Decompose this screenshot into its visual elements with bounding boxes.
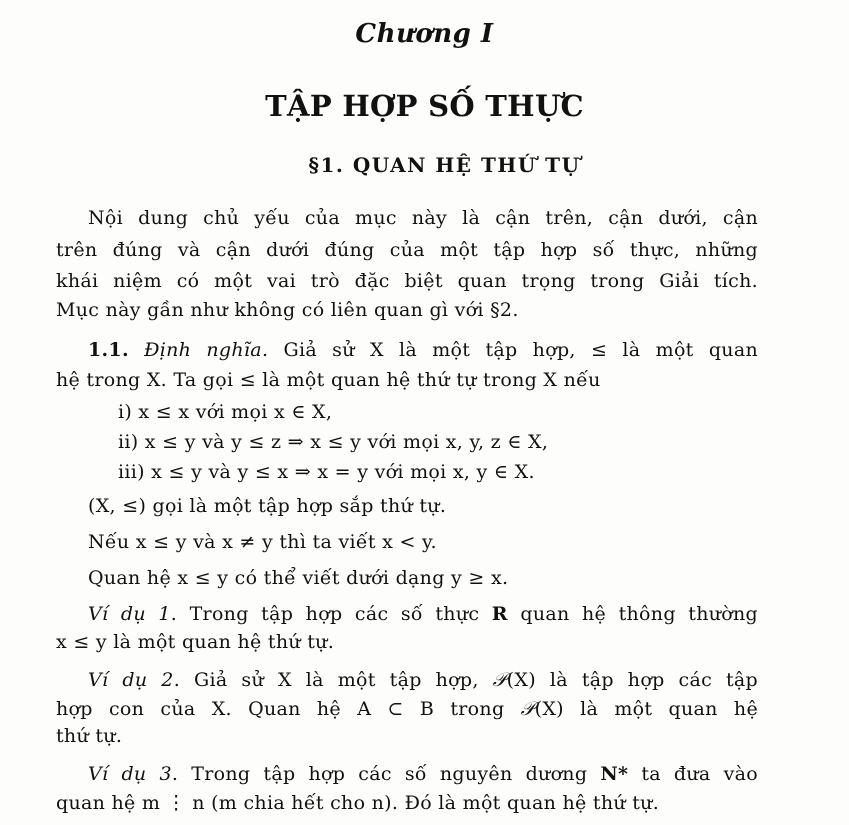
example2-line-2 [56,697,758,721]
example2-text-d: (X) là một quan hệ [534,698,758,720]
example3-line-2: quan hệ m ⋮ n (m chia hết cho n). Đó là một quan hệ thứ tự. [56,792,660,814]
definition-text-1: . Giả sử X là một tập hợp, ≤ là một quan [261,339,758,361]
example2-line-3: thứ tự. [56,725,123,747]
chapter-heading: Chương I [355,19,494,49]
intro-line-4: Mục này gần như không có liên quan gì với §2. [56,299,519,321]
example1-line-1 [88,602,758,626]
example3-label: Ví dụ 3 [88,763,172,785]
intro-line-3: khái niệm có một vai trò đặc biệt quan trọng trong Giải tích. [56,270,758,292]
example3-text-b: ta đưa vào [628,763,759,785]
example2-label: Ví dụ 2 [88,669,174,691]
intro-line-1: Nội dung chủ yếu của mục này là cận trên, cận dưới, cận [88,207,758,229]
statement-reverse-notation: Quan hệ x ≤ y có thể viết dưới dạng y ≥ x. [88,567,509,589]
definition-line-1 [88,338,758,362]
example3-text-a: . Trong tập hợp các số nguyên dương [171,763,601,785]
positive-integers-symbol: N* [600,763,629,785]
condition-ii: ii) x ≤ y và y ≤ z ⇒ x ≤ y với mọi x, y, z ∈ X, [118,431,549,453]
powerset-symbol: 𝒫 [492,669,507,691]
example2-text-a: . Giả sử X là một tập hợp, [173,669,493,691]
example1-label: Ví dụ 1 [88,603,171,625]
condition-iii: iii) x ≤ y và y ≤ x ⇒ x = y với mọi x, y ∈ X. [118,461,535,483]
powerset-symbol-2: 𝒫 [520,698,535,720]
real-numbers-symbol: R [491,603,508,625]
definition-label: Định nghĩa [144,339,262,361]
example3-line-1 [88,762,758,786]
definition-line-2: hệ trong X. Ta gọi ≤ là một quan hệ thứ tự trong X nếu [56,369,601,391]
intro-line-2: trên đúng và cận dưới đúng của một tập hợp số thực, những [56,239,758,261]
condition-i: i) x ≤ x với mọi x ∈ X, [118,401,333,423]
chapter-title: TẬP HỢP SỐ THỰC [265,89,584,123]
definition-number: 1.1. [88,339,129,361]
statement-ordered-set: (X, ≤) gọi là một tập hợp sắp thứ tự. [88,495,447,517]
example1-text-a: . Trong tập hợp các số thực [170,603,492,625]
statement-strict-order: Nếu x ≤ y và x ≠ y thì ta viết x < y. [88,531,437,553]
section-heading: §1. QUAN HỆ THỨ TỰ [308,153,581,177]
example2-line-1 [88,668,758,692]
example1-text-b: quan hệ thông thường [507,603,759,625]
example1-line-2: x ≤ y là một quan hệ thứ tự. [56,631,335,653]
example2-text-c: hợp con của X. Quan hệ A ⊂ B trong [56,698,521,720]
example2-text-b: (X) là tập hợp các tập [506,669,758,691]
